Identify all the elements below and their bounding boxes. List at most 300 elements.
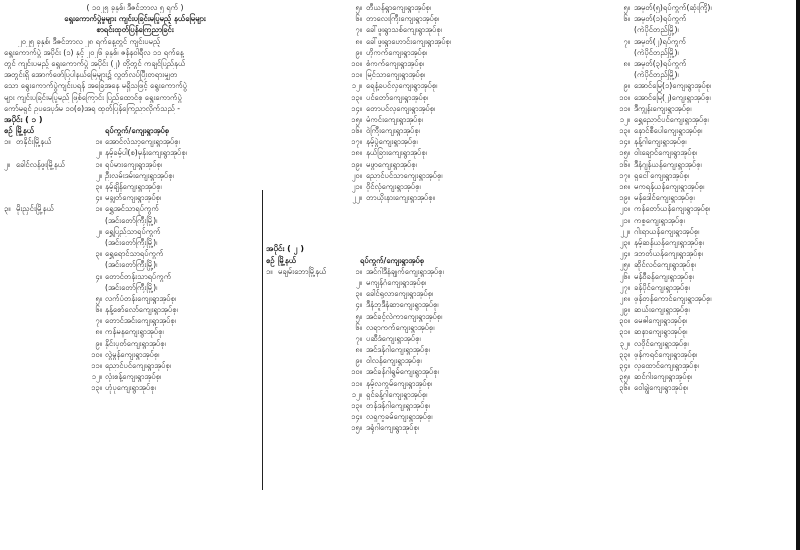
list-item [608,125,796,136]
item-number: ၁၇။ [619,170,630,180]
item-name: ကစူကျေးရွာအုပ်စု၊ [634,215,685,225]
list-item [340,411,530,422]
list-item [340,288,530,299]
tract-number [88,282,105,293]
township-name [16,226,88,237]
table-row [4,293,266,304]
township-name [16,259,88,270]
list-item [340,147,530,158]
tract-number [88,237,105,248]
date-header: ( ၁၀၂၅ ခုနှစ်၊ ဒီဇင်ဘာလ ၅ ရက် ) [86,3,184,12]
list-item [340,277,530,288]
item-name: ဟိုကက်ကျေးရွာအုပ်စု၊ [366,47,428,57]
list-item [608,326,796,337]
township-name [16,360,88,371]
item-number: ၁။ [355,266,362,276]
tract-number: ၁၂။ [91,372,102,382]
list-item [608,259,796,270]
table-row [4,181,266,192]
tract-name: ရပ်မားကျေးရွာအုပ်စု၊ [105,159,163,169]
item-name: လရာကက်ကျေးရွာအုပ်စု၊ [366,322,435,332]
item-name: ရှငေါ်ကျေးရွာအုပ်စု၊ [634,170,690,180]
township-name [16,293,88,304]
list-item [608,338,796,349]
row-number [4,147,16,158]
item-number: ၁၅။ [619,148,630,158]
list-item [340,103,530,114]
item-number: ၃၂။ [619,338,630,348]
middle-column [266,0,530,434]
item-number: ၂၁။ [351,182,362,191]
item-name: မန်ဒေါင်ကျေးရွာအုပ်စု၊ [634,193,695,203]
item-number [608,24,634,35]
item-number: ၃၆။ [619,383,630,393]
list-item [608,192,796,203]
list-item [608,237,796,248]
list-item [608,47,796,58]
item-name: အမှတ်(၃)ရပ်ကွက် [634,58,687,68]
tract-number: ၁။ [95,204,102,214]
township-name [16,237,88,248]
part-two-continued-list [608,2,796,394]
item-number: ၈။ [355,36,362,46]
tract-name: မချွတ်ကျေးရွာအုပ်စု၊ [105,193,162,203]
item-number [608,69,634,80]
list-item [608,136,796,147]
list-item [608,114,796,125]
item-number: ၁၆။ [351,126,362,136]
item-number: ၂၉။ [619,305,630,315]
table-row [4,136,266,147]
township-name [16,215,88,226]
list-item [340,2,530,13]
list-item [608,80,796,91]
list-item [340,344,530,355]
list-item [340,80,530,91]
item-name: အောင်မြေ(၂)ကျေးရွာအုပ်စု၊ [634,92,711,102]
item-name: ဒဘတ်ယန်ကျေးရွာအုပ်စု၊ [634,249,703,259]
item-number: ၃၃။ [619,349,630,359]
item-name: တီယန်ရွာကျေးရွာအုပ်စု၊ [366,3,432,12]
list-item [608,371,796,382]
tract-name: (အင်းတော်ကြီးမြို့)၊ [105,260,158,270]
item-number: ၃၁။ [619,327,630,337]
item-number: ၁၀။ [619,92,630,102]
list-item [340,36,530,47]
item-name: အင်ဒန်ဂါကျေးရွာအုပ်စု၊ [366,345,430,355]
tract-number: ၃။ [95,182,102,191]
item-name: လရှကူခမ်ကျေးရွာအုပ်စု၊ [366,412,433,422]
item-name: (ကဲပိုင်တည်မြို့)၊ [634,25,679,35]
item-number: ၂၅။ [619,260,630,270]
row-number [4,315,16,326]
list-item [608,147,796,158]
table-row [4,203,266,214]
township-name [16,147,88,158]
township-name: မိုးညှင်းမြို့နယ် [16,204,54,214]
item-number: ၁၀။ [351,367,362,377]
item-number [608,47,634,58]
item-number: ၂၁။ [619,215,630,225]
item-number: ၃။ [355,289,362,299]
tract-name: နန့်စော်လော်ကျေးရွာအုပ်စု၊ [105,305,178,315]
item-name: မံကင်းကျေးရွာအုပ်စု၊ [366,114,423,124]
list-item [340,170,530,181]
item-number: ၆။ [623,14,630,24]
row-number [4,259,16,270]
township-name [16,349,88,360]
item-name: မေဇါကျေးရွာအုပ်စု၊ [634,316,688,326]
item-number: ၁၂။ [351,389,362,399]
item-name: ရေနံ့ခပင်လှကျေးရွာအုပ်စု၊ [366,81,438,91]
body-line: အတွင်းရှိ အောက်ဖော်ပြပါနယ်မြေများ၌ လွတ်လပ်ပြီးတရားမျှတ [4,70,178,80]
item-name: ရွှေညောင်ပင်ကျေးရွာအုပ်စု၊ [634,114,709,124]
tract-number: ၄။ [95,271,102,281]
list-item [608,215,796,226]
table-row [4,192,266,203]
body-line: ကော်မရှင် ဥပဒေပုဒ်မ ၁၀(စ)အရ ထုတ်ပြန်ကြေညာလိုက်သည် - [4,103,180,113]
item-number: ၁၀။ [351,58,362,68]
township-name [16,315,88,326]
item-name: ဒီနံဘူဒီနံဆာကျေးရွာအုပ်စု၊ [366,300,439,310]
right-column [608,0,796,394]
item-name: ပင်တော်ကျေးရွာအုပ်စု၊ [366,92,429,102]
list-item [608,24,796,35]
item-number: ၈။ [355,345,362,355]
part-one-table [4,136,266,393]
tract-number: ၇။ [95,316,102,326]
item-name: နမ့်ပွဲကျေးရွာအုပ်စု၊ [366,137,418,147]
tract-name: (အင်းတော်ကြီးမြို့)၊ [105,282,158,292]
item-number: ၁၄။ [351,103,362,113]
item-number: ၅။ [623,3,630,12]
tract-name: တောင်အင်းကျေးရွာအုပ်စု၊ [105,316,176,326]
row-number [4,237,16,248]
list-item [340,159,530,170]
item-name: အမှတ်(၁)ရပ်ကွက် [634,14,687,24]
item-number: ၇။ [355,25,362,35]
tract-name: ရွှေရောင်သာရပ်ကွက် [105,249,164,259]
tract-number: ၃။ [95,249,102,259]
item-number: ၂၂။ [620,226,630,236]
list-item [340,322,530,333]
item-number: ၁၃။ [351,92,362,102]
table-row [4,382,266,393]
list-item [340,333,530,344]
item-number: ၂၀။ [351,170,362,180]
list-item [608,170,796,181]
tract-number [88,259,105,270]
row-number [4,181,16,192]
item-number: ၄။ [355,300,362,310]
list-item [340,47,530,58]
township-name [16,371,88,382]
township-name [16,271,88,282]
item-name: ခန်ပိုင်ကျေးရွာအုပ်စု၊ [634,282,690,292]
row-number [4,326,16,337]
table-row [4,248,266,259]
announcement-body [4,36,266,114]
body-line: များ ကျင်းပခြင်းမပြုမည် ဖြစ်ကြောင်း ပြည်ထောင်စု ရွေးကောက်ပွဲ [4,92,182,102]
tract-number: ၁။ [95,159,102,169]
list-item [608,226,796,237]
row-number [4,170,16,181]
list-item [608,271,796,282]
announcement-title: ရွေးကောက်ပွဲမှုများ ကျင်းပခြင်းမပြုမည့် နယ်မြေများ [64,14,206,24]
tract-name: လုံးစန့်ကျေးရွာအုပ်စု၊ [105,372,162,382]
tract-number: ၁၁။ [91,361,102,370]
tract-name: အောင်လံသာ့ကျေးရွာအုပ်စု၊ [105,137,180,147]
row-number [4,293,16,304]
township-name [16,282,88,293]
list-item [608,248,796,259]
item-number: ၇။ [355,333,362,343]
table-row [4,226,266,237]
table-row [4,159,266,170]
item-name: အောင်မြေ(၁)ကျေးရွာအုပ်စု၊ [634,81,712,91]
item-name: ကန်တော်ယန်ကျေးရွာအုပ်စု၊ [634,204,711,214]
item-number: ၁၂။ [619,114,630,124]
tract-number: ၆။ [95,305,102,315]
list-item [608,293,796,304]
item-number: ၁၃။ [619,126,630,136]
item-name: ဆယ်းကျေးရွာအုပ်စု၊ [634,305,690,315]
item-name: ခေါင်ရုလာကျေးရွာအုပ်စု၊ [366,289,434,299]
header-township: မြို့နယ် [278,255,297,265]
list-item [340,125,530,136]
item-name: ဒရုံဂါကျေးရွာအုပ်စု၊ [366,423,419,433]
row-number: ၃။ [4,204,11,214]
row-number [4,271,16,282]
item-name: ဂါးရာယန်ကျေးရွာအုပ်စု၊ [634,226,700,236]
item-number: ၁၁။ [351,378,362,388]
item-name: ဆိုင်လင်ကျေးရွာအုပ်စု၊ [634,260,696,270]
item-name: ဖုန်တန်ကောင်ကျေးရွာအုပ်စု၊ [634,293,712,303]
tract-number: ၂။ [95,148,102,158]
item-name: စံကက်ကျေးရွာအုပ်စု၊ [366,58,425,68]
item-number: ၃၄။ [619,361,630,370]
township-name [16,192,88,203]
list-item [340,400,530,411]
list-item [608,203,796,214]
table-row [4,282,266,293]
list-item [340,24,530,35]
item-number: ၁၃။ [351,401,362,410]
list-item [340,389,530,400]
item-name: ဝေါချွဲကျေးရွာအုပ်စု၊ [634,383,689,393]
township-name: ခေါင်လန်ဖူးမြို့နယ် [16,159,66,169]
row-number [4,382,16,393]
item-number: ၁၇။ [351,137,362,147]
tract-name: ရွှေပြည်သာရပ်ကွက် [105,226,161,236]
row-number [4,215,16,226]
tract-number: ၂။ [95,170,102,180]
item-name: တောပင်လှကျေးရွာအုပ်စု၊ [366,103,436,113]
row-number [4,192,16,203]
table-row [4,271,266,282]
tract-name: (အင်းတော်ကြီးမြို့)၊ [105,237,158,247]
item-name: မန်ဝီခန်ကျေးရွာအုပ်စု၊ [634,271,694,281]
item-number: ၈။ [623,58,630,68]
body-line: ၂၀၂၅ ခုနှစ်၊ ဒီဇင်ဘာလ ၂၈ ရက်နေ့တွင် ကျင်းပမည့် [18,36,161,46]
tract-name: လက်ပံတန်းကျေးရွာအုပ်စု၊ [105,293,177,303]
item-name: လဝိုင်ကျေးရွာအုပ်စု၊ [634,338,689,348]
item-number: ၉။ [355,356,362,366]
township-name: မချမ်းဘောမြို့နယ် [278,266,327,276]
item-name: တာလေးကြီးကျေးရွာအုပ်စု၊ [366,14,440,24]
item-name: အမှတ်(၅)ရပ်ကွက်(ဆုံးကြို)၊ [634,3,712,12]
item-name: ဝိုင်လုံကျေးရွာအုပ်စု၊ [366,182,421,191]
table-row [4,237,266,248]
body-line: ရွေးကောက်ပွဲ အပိုင်း (၁) နှင့် ၂၀၂၆ ခုနှစ်၊ ဇန်နဝါရီလ ၁၁ ရက်နေ့ [4,47,184,57]
row-number [4,371,16,382]
tract-name: ဟုံပုကျေးရွာအုပ်စု၊ [105,383,156,393]
header-tract: ရပ်ကွက်/ကျေးရွာအုပ်စု [360,255,425,265]
header-tract: ရပ်ကွက်/ကျေးရွာအုပ်စု [105,126,170,136]
item-number: ၅။ [355,3,362,12]
item-number: ၂၈။ [619,293,630,303]
tract-name: နမ့်ချိန်ကျေးရွာအုပ်စု၊ [105,182,162,191]
township-name: တနိုင်းမြို့နယ် [16,137,52,147]
item-number: ၂၃။ [619,237,630,247]
list-item [340,58,530,69]
item-number: ၂။ [355,277,362,287]
item-name: အင်ခင့်လဲကာကျေးရွာအုပ်စု၊ [366,311,443,321]
tract-number: ၂။ [95,226,102,236]
list-item [608,282,796,293]
township-name [16,181,88,192]
item-name: ပဆီဒံကျေးရွာအုပ်စု၊ [366,333,421,343]
item-number: ၁၆။ [619,159,630,169]
item-number: ၂၄။ [619,249,630,259]
item-name: အင်ခန်ဂါရွမ်ကျေးရွာအုပ်စု၊ [366,367,439,377]
announcement-subtitle: စာရင်းထုတ်ပြန်ကြေညာခြင်း [96,25,174,35]
item-number: ၉။ [623,81,630,91]
list-item [340,366,530,377]
list-item [340,192,530,203]
row-number [4,360,16,371]
list-item [608,349,796,360]
body-line: တွင် ကျင်းပမည့် ရွေးကောက်ပွဲ အပိုင်း (၂) တို့တွင် ကချင်ပြည်နယ် [4,58,186,68]
tract-number: ၅။ [95,293,102,303]
item-number: ၂၆။ [619,271,630,281]
item-number: ၁၅။ [351,114,362,124]
item-number: ၁၂။ [351,81,362,91]
tract-name: (အင်းတော်ကြီးမြို့)၊ [105,215,158,225]
list-item [340,114,530,125]
header-township: မြို့နယ် [16,126,35,136]
table-row [4,259,266,270]
list-item [608,304,796,315]
township-name [16,382,88,393]
item-name: ညောင်ပင်သာကျေးရွာအုပ်စု၊ [366,170,443,180]
item-name: (ကဲပိုင်တည်မြို့)၊ [634,70,679,80]
item-name: ခေါ်ဖူးရွာသစ်ကျေးရွာအုပ်စု၊ [366,25,442,35]
table-row [4,170,266,181]
list-item [608,315,796,326]
table-row [4,360,266,371]
item-name: နန့်ဂါကျေးရွာအုပ်စု၊ [634,137,687,147]
part-one-label: အပိုင်း ( ၁ ) [4,114,43,124]
part-two-table [266,266,530,434]
tract-name: တောင်တန်းသာရပ်ကွက် [105,271,172,281]
list-item [340,13,530,24]
list-item [340,92,530,103]
item-number: ၅။ [355,311,362,321]
item-number: ၁၈။ [619,182,630,191]
item-number: ၆။ [355,322,362,332]
township-name [16,326,88,337]
tract-number: ၁။ [95,137,102,147]
item-number: ၇။ [623,36,630,46]
item-number: ၁၁။ [619,103,630,113]
item-name: နယ်ခြားကျေးရွာအုပ်စု၊ [366,148,427,158]
list-item [608,382,796,393]
row-number [4,226,16,237]
table-row [4,349,266,360]
item-name: မြင်သာကျေးရွာအုပ်စု၊ [366,70,426,80]
item-number: ၂၇။ [619,282,630,292]
item-name: ဆနာကျေးရွာအုပ်စု၊ [634,327,688,337]
row-number [4,282,16,293]
list-item [608,360,796,371]
township-name [16,170,88,181]
list-item [608,69,796,80]
table-row [4,326,266,337]
item-name: ဖုန်ကရင်ကျေးရွာအုပ်စု၊ [634,349,698,359]
page-edge [796,0,800,550]
item-name: မကျန်ဂံကျေးရွာအုပ်စု၊ [366,277,427,287]
table-row [4,371,266,382]
column-divider [262,190,263,490]
tract-number: ၄။ [95,193,102,203]
item-name: ဆင်ဂါးကျေးရွာအုပ်စု၊ [634,372,693,382]
tract-number: ၁၃။ [91,383,102,393]
item-name: တန်ဒန်ဂါကျေးရွာအုပ်စု၊ [366,401,430,410]
tract-name: လွဲမွန်ကျေးရွာအုပ်စု၊ [105,349,160,359]
item-name: နောင်စီပေါကျေးရွာအုပ်စု၊ [634,126,703,136]
list-item [608,103,796,114]
list-item [608,159,796,170]
item-name: ဒီကျွန်းကျေးရွာအုပ်စု၊ [634,103,692,113]
header-no: စဉ် [266,255,275,265]
item-name: မဖွာကျေးရွာအုပ်စု၊ [366,159,417,169]
tract-name: ညောင်ပင်ကျေးရွာအုပ်စု၊ [105,361,171,370]
row-number [4,338,16,349]
item-name: ဝဲကြီးကျေးရွာအုပ်စု၊ [366,126,420,136]
list-item [340,266,530,277]
list-item [340,181,530,192]
item-number: ၉။ [355,47,362,57]
list-item [340,355,530,366]
item-number: ၁၅။ [351,423,362,433]
list-item [608,13,796,24]
item-name: နမ့်ဆန်ယန်ကျေးရွာအုပ်စု၊ [634,237,704,247]
list-item [340,69,530,80]
item-name: (ကဲပိုင်တည်မြို့)၊ [634,47,679,57]
list-item [608,58,796,69]
row-number [4,248,16,259]
township-no: ၁။ [266,266,273,276]
tract-name: ရွှေအင်သာရပ်ကွက် [105,204,159,214]
tract-number: ၁၀။ [91,349,102,359]
item-name: အမှတ်(၂)ရပ်ကွက် [634,36,686,46]
left-column [4,0,266,394]
item-name: ရှင်ခန့်ဂါကျေးရွာအုပ်စု၊ [366,389,428,399]
tract-number [88,215,105,226]
body-line: သော ရွေးကောက်ပွဲကျင်းပရန် အခြေအနေ မရှိသဖြင့် ရွေးကောက်ပွဲ [4,81,188,91]
row-number [4,349,16,360]
